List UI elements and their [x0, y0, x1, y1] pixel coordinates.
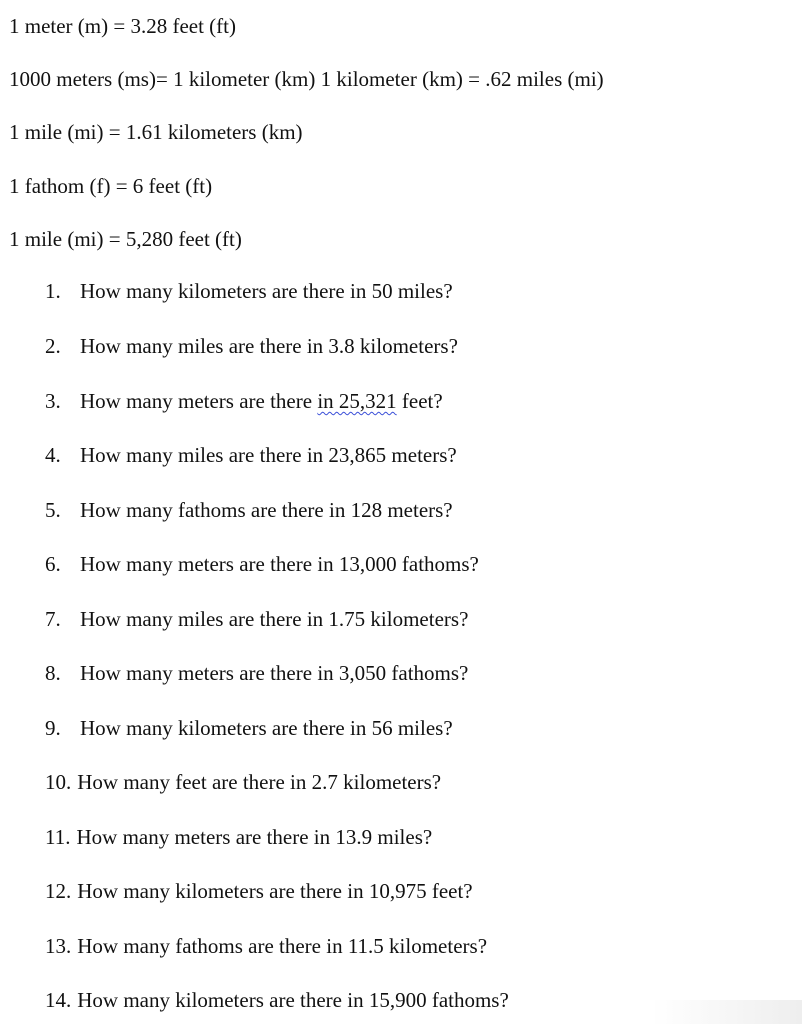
question-text: How many meters are there in 13.9 miles? [76, 825, 433, 849]
conversion-fathom-feet: 1 fathom (f) = 6 feet (ft) [9, 174, 213, 198]
question-number: 5. [45, 498, 61, 522]
question-2 [45, 336, 458, 357]
question-text: How many kilometers are there in 50 miles? [80, 279, 453, 303]
conversion-meter-feet: 1 meter (m) = 3.28 feet (ft) [9, 14, 237, 38]
question-text: How many kilometers are there in 10,975 feet? [77, 879, 473, 903]
question-3 [45, 391, 443, 412]
question-12 [45, 881, 473, 902]
question-11 [45, 827, 432, 848]
question-1 [45, 281, 453, 302]
question-number: 7. [45, 607, 61, 631]
question-text: How many kilometers are there in 56 miles? [80, 716, 453, 740]
question-9 [45, 718, 453, 739]
question-14 [45, 990, 509, 1011]
question-number: 4. [45, 443, 61, 467]
question-number: 14. [45, 988, 72, 1012]
question-number: 2. [45, 334, 61, 358]
question-6 [45, 554, 479, 575]
question-7 [45, 609, 468, 630]
question-number: 3. [45, 389, 61, 413]
question-number: 12. [45, 879, 72, 903]
conversion-mile-feet: 1 mile (mi) = 5,280 feet (ft) [9, 227, 242, 251]
question-text: How many fathoms are there in 11.5 kilometers? [77, 934, 488, 958]
question-10 [45, 772, 441, 793]
question-number: 13. [45, 934, 72, 958]
question-text: How many feet are there in 2.7 kilometers? [77, 770, 442, 794]
question-text: How many fathoms are there in 128 meters? [80, 498, 453, 522]
question-text-start: How many meters are there [80, 389, 318, 413]
question-13 [45, 936, 487, 957]
question-number: 9. [45, 716, 61, 740]
question-number: 6. [45, 552, 61, 576]
question-text: How many meters are there in 13,000 fathoms? [80, 552, 479, 576]
conversion-meters-kilometer-miles: 1000 meters (ms)= 1 kilometer (km) 1 kilometer (km) = .62 miles (mi) [9, 67, 604, 91]
question-5 [45, 500, 453, 521]
question-text-end: feet? [396, 389, 443, 413]
spellcheck-flagged-text[interactable]: in 25,321 [317, 389, 397, 413]
question-number: 10. [45, 770, 72, 794]
question-number: 8. [45, 661, 61, 685]
question-text: How many kilometers are there in 15,900 fathoms? [77, 988, 509, 1012]
question-text: How many miles are there in 3.8 kilometers? [80, 334, 458, 358]
page-edge-shadow [652, 1000, 802, 1024]
question-number: 11. [45, 825, 71, 849]
question-8 [45, 663, 468, 684]
question-number: 1. [45, 279, 61, 303]
question-4 [45, 445, 457, 466]
question-text: How many miles are there in 1.75 kilometers? [80, 607, 469, 631]
conversion-mile-kilometers: 1 mile (mi) = 1.61 kilometers (km) [9, 120, 303, 144]
question-text: How many meters are there in 3,050 fathoms? [80, 661, 469, 685]
question-text: How many miles are there in 23,865 meters? [80, 443, 457, 467]
